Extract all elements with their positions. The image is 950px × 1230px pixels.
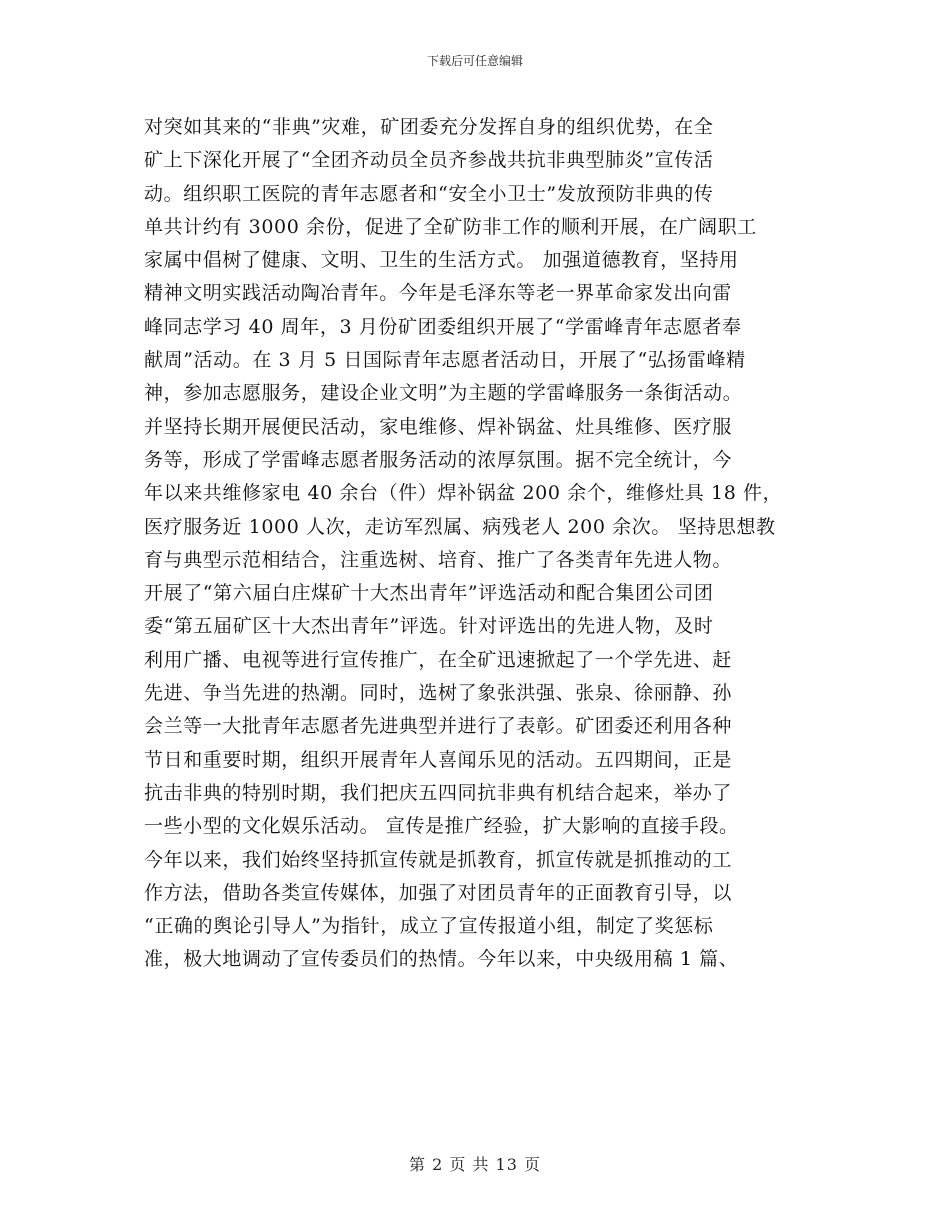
body-text <box>144 111 804 977</box>
text-line: 作方法，借助各类宣传媒体，加强了对团员青年的正面教育引导，以 <box>144 881 733 904</box>
text-line: 节日和重要时期，组织开展青年人喜闻乐见的活动。五四期间，正是 <box>144 748 733 771</box>
text-line: 动。组织职工医院的青年志愿者和“安全小卫士”发放预防非典的传 <box>144 182 714 205</box>
text-line: 一些小型的文化娱乐活动。 宣传是推广经验，扩大影响的直接手段。 <box>144 815 739 838</box>
text-line: “正确的舆论引导人”为指针，成立了宣传报道小组，制定了奖惩标 <box>144 915 714 938</box>
text-line: 峰同志学习 40 周年，3 月份矿团委组织开展了“学雷峰青年志愿者奉 <box>144 315 742 338</box>
text-line: 神，参加志愿服务，建设企业文明”为主题的学雷峰服务一条街活动。 <box>144 382 743 405</box>
text-line: 抗击非典的特别时期，我们把庆五四同抗非典有机结合起来，举办了 <box>144 781 733 804</box>
text-line: 精神文明实践活动陶冶青年。今年是毛泽东等老一界革命家发出向雷 <box>144 282 733 305</box>
text-line: 育与典型示范相结合，注重选树、培育、推广了各类青年先进人物。 <box>144 548 733 571</box>
text-line: 并坚持长期开展便民活动，家电维修、焊补锅盆、灶具维修、医疗服 <box>144 415 733 438</box>
text-line: 家属中倡树了健康、文明、卫生的生活方式。 加强道德教育，坚持用 <box>144 249 739 272</box>
text-line: 年以来共维修家电 40 余台（件）焊补锅盆 200 余个，维修灶具 18 件， <box>144 482 783 505</box>
page-number-footer: 第 2 页 共 13 页 <box>409 1155 541 1174</box>
text-line: 务等，形成了学雷峰志愿者服务活动的浓厚氛围。据不完全统计，今 <box>144 448 733 471</box>
text-line: 对突如其来的“非典”灾难，矿团委充分发挥自身的组织优势，在全 <box>144 116 714 138</box>
text-line: 利用广播、电视等进行宣传推广，在全矿迅速掀起了一个学先进、赶 <box>144 648 733 671</box>
text-line: 矿上下深化开展了“全团齐动员全员齐参战共抗非典型肺炎”宣传活 <box>144 149 714 172</box>
text-line: 单共计约有 3000 余份，促进了全矿防非工作的顺利开展，在广阔职工 <box>144 215 757 238</box>
text-line: 医疗服务近 1000 人次，走访军烈属、病残老人 200 余次。 坚持思想教 <box>144 515 776 538</box>
text-line: 先进、争当先进的热潮。同时，选树了象张洪强、张泉、徐丽静、孙 <box>144 682 733 705</box>
text-line: 今年以来，我们始终坚持抓宣传就是抓教育，抓宣传就是抓推动的工 <box>144 848 733 871</box>
text-line: 委“第五届矿区十大杰出青年”评选。针对评选出的先进人物，及时 <box>144 615 714 638</box>
page-header: 下载后可任意编辑 <box>426 54 523 68</box>
text-line: 准，极大地调动了宣传委员们的热情。今年以来，中央级用稿 1 篇、 <box>144 948 739 971</box>
text-line: 开展了“第六届白庄煤矿十大杰出青年”评选活动和配合集团公司团 <box>144 582 714 605</box>
text-line: 会兰等一大批青年志愿者先进典型并进行了表彰。矿团委还利用各种 <box>144 715 733 738</box>
text-line: 献周”活动。在 3 月 5 日国际青年志愿者活动日，开展了“弘扬雷峰精 <box>144 349 746 372</box>
